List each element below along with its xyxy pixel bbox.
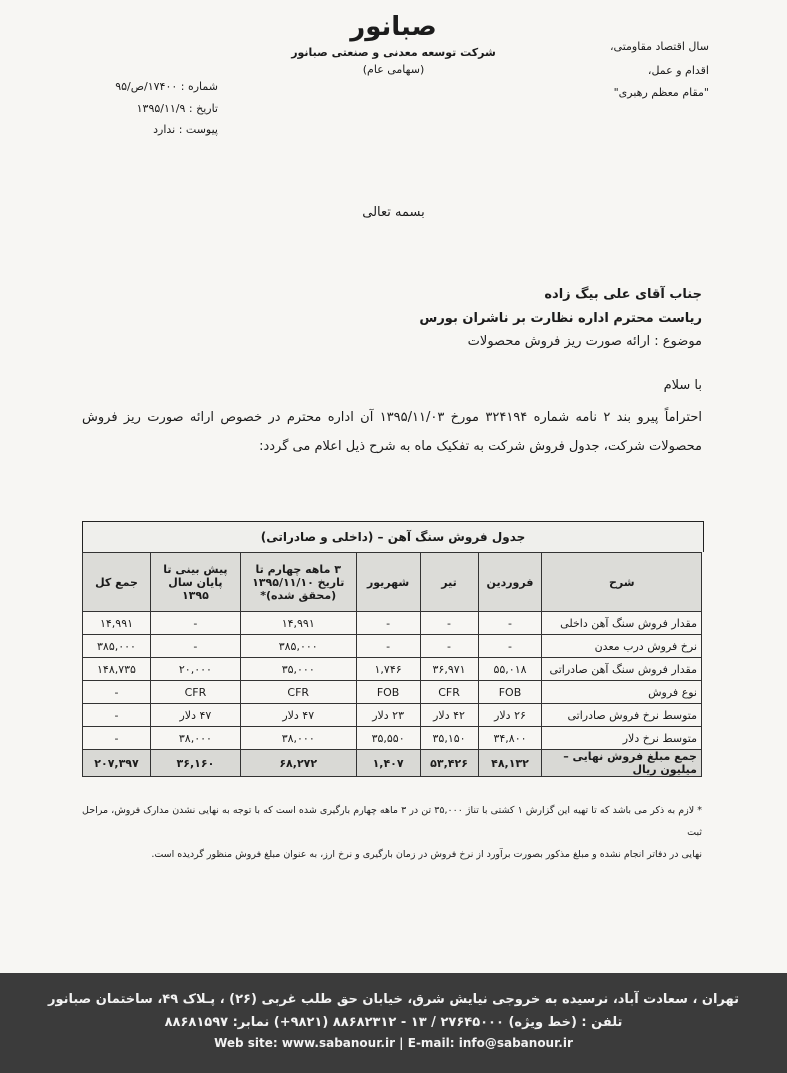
header-tir: تیر	[420, 553, 478, 612]
letter-footer	[0, 973, 787, 1073]
table-footnote	[82, 800, 702, 866]
table-cell: -	[83, 681, 151, 704]
table-cell: ۳۶,۹۷۱	[420, 658, 478, 681]
company-type: (سهامی عام)	[362, 63, 425, 76]
table-cell: ۱۴,۹۹۱	[240, 612, 356, 635]
table-row	[83, 727, 702, 750]
table-cell: ۱,۷۴۶	[356, 658, 420, 681]
table-row	[83, 704, 702, 727]
number-label: شماره :	[180, 80, 218, 93]
table-cell: ۳۸۵,۰۰۰	[83, 635, 151, 658]
table-row	[83, 681, 702, 704]
footer-phone: تلفن : (خط ویژه) ۲۷۶۴۵۰۰۰ / ۱۳ - ۸۸۶۸۲۳۱۲ (۹۸۲۱+) نمابر: ۸۸۶۸۱۵۹۷	[164, 1015, 623, 1030]
table-cell: ۱۴,۹۹۱	[83, 612, 151, 635]
company-name: شرکت توسعه معدنی و صنعتی صبانور	[291, 46, 496, 59]
table-cell: -	[420, 612, 478, 635]
table-cell: -	[356, 635, 420, 658]
header-farvardin: فروردین	[478, 553, 542, 612]
row-label: نرخ فروش درب معدن	[542, 635, 702, 658]
footer-address: تهران ، سعادت آباد، نرسیده به خروجی نیایش شرق، خیابان حق طلب غربی (۲۶) ، پـلاک ۴۹، ساختمان صبانور	[47, 992, 740, 1007]
letter-number	[78, 80, 218, 93]
table-cell: CFR	[420, 681, 478, 704]
sales-table-container	[82, 521, 702, 777]
table-cell: FOB	[356, 681, 420, 704]
total-label: جمع مبلغ فروش نهایی – میلیون ریال	[542, 750, 702, 777]
slogan-line-2: اقدام و عمل،	[647, 64, 709, 77]
table-row	[83, 612, 702, 635]
row-label: نوع فروش	[542, 681, 702, 704]
greeting: با سلام	[663, 378, 702, 393]
header-shahrivar: شهریور	[356, 553, 420, 612]
table-cell: ۲۳ دلار	[356, 704, 420, 727]
table-cell: -	[478, 635, 542, 658]
basmala: بسمه تعالی	[362, 205, 425, 220]
total-cell: ۴۸,۱۳۲	[478, 750, 542, 777]
row-label: مقدار فروش سنگ آهن داخلی	[542, 612, 702, 635]
table-cell: CFR	[240, 681, 356, 704]
table-title: جدول فروش سنگ آهن – (داخلی و صادراتی)	[82, 521, 704, 552]
table-cell: ۳۸,۰۰۰	[240, 727, 356, 750]
table-cell: -	[83, 704, 151, 727]
table-cell: -	[151, 612, 241, 635]
slogan-line-3: "مقام معظم رهبری"	[613, 86, 709, 99]
recipient-title: ریاست محترم اداره نظارت بر ناشران بورس	[419, 311, 702, 326]
sales-table	[82, 552, 702, 777]
slogan-line-1: سال اقتصاد مقاومتی،	[609, 40, 709, 53]
table-cell: ۱۴۸,۷۳۵	[83, 658, 151, 681]
table-total-row	[83, 750, 702, 777]
total-cell: ۳۶,۱۶۰	[151, 750, 241, 777]
row-label: متوسط نرخ فروش صادراتی	[542, 704, 702, 727]
recipient-name: جناب آقای علی بیگ زاده	[544, 287, 702, 302]
table-cell: ۳۸,۰۰۰	[151, 727, 241, 750]
table-cell: ۳۴,۸۰۰	[478, 727, 542, 750]
table-cell: ۳۵,۰۰۰	[240, 658, 356, 681]
footnote-line-1: * لازم به ذکر می باشد که تا تهیه این گزارش ۱ کشتی با تناژ ۳۵,۰۰۰ تن در ۳ ماهه چهارم بارگیری شده است که با توجه به نهایی نشدن مدارک فروش، مراحل ثبت	[82, 805, 702, 838]
table-cell: -	[420, 635, 478, 658]
letter-date	[78, 102, 218, 115]
table-cell: -	[83, 727, 151, 750]
date-label: تاریخ :	[188, 102, 218, 115]
table-cell: CFR	[151, 681, 241, 704]
header-q4-actual: ۳ ماهه چهارم تا تاریخ ۱۳۹۵/۱۱/۱۰ (محقق شده)*	[240, 553, 356, 612]
header-forecast: پیش بینی تا پایان سال ۱۳۹۵	[151, 553, 241, 612]
table-cell: ۳۵,۱۵۰	[420, 727, 478, 750]
letter-attachment: پیوست : ندارد	[153, 123, 218, 136]
total-cell: ۵۳,۴۲۶	[420, 750, 478, 777]
total-cell: ۶۸,۲۷۲	[240, 750, 356, 777]
table-cell: ۲۰,۰۰۰	[151, 658, 241, 681]
letter-subject: موضوع : ارائه صورت ریز فروش محصولات	[467, 334, 702, 349]
row-label: متوسط نرخ دلار	[542, 727, 702, 750]
table-cell: ۳۵,۵۵۰	[356, 727, 420, 750]
table-cell: -	[478, 612, 542, 635]
table-cell: ۴۲ دلار	[420, 704, 478, 727]
table-cell: -	[356, 612, 420, 635]
date-value: ۱۳۹۵/۱۱/۹	[136, 102, 186, 115]
total-cell: ۱,۴۰۷	[356, 750, 420, 777]
table-cell: ۴۷ دلار	[151, 704, 241, 727]
table-cell: ۳۸۵,۰۰۰	[240, 635, 356, 658]
header-description: شرح	[542, 553, 702, 612]
table-cell: ۲۶ دلار	[478, 704, 542, 727]
table-header-row	[83, 553, 702, 612]
footnote-line-2: نهایی در دفاتر انجام نشده و مبلغ مذکور بصورت برآورد از نرخ فروش در زمان بارگیری و نرخ ارز، به عنوان مبلغ فروش منظور گردیده است.	[151, 849, 702, 860]
total-cell: ۲۰۷,۳۹۷	[83, 750, 151, 777]
table-cell: -	[151, 635, 241, 658]
table-cell: ۴۷ دلار	[240, 704, 356, 727]
table-row	[83, 658, 702, 681]
header-total: جمع کل	[83, 553, 151, 612]
footer-web-email: Web site: www.sabanour.ir | E-mail: info@sabanour.ir	[214, 1036, 573, 1050]
table-row	[83, 635, 702, 658]
number-value: ۱۷۴۰۰/ص/۹۵	[115, 80, 178, 93]
table-cell: FOB	[478, 681, 542, 704]
letter-body: احتراماً پیرو بند ۲ نامه شماره ۳۲۴۱۹۴ مورخ ۱۳۹۵/۱۱/۰۳ آن اداره محترم در خصوص ارائه صورت ریز فروش محصولات شرکت، جدول فروش شرکت به تفکیک ماه به شرح ذیل اعلام می گردد:	[82, 410, 702, 454]
row-label: مقدار فروش سنگ آهن صادراتی	[542, 658, 702, 681]
company-logo: صبانور	[350, 12, 437, 42]
table-cell: ۵۵,۰۱۸	[478, 658, 542, 681]
